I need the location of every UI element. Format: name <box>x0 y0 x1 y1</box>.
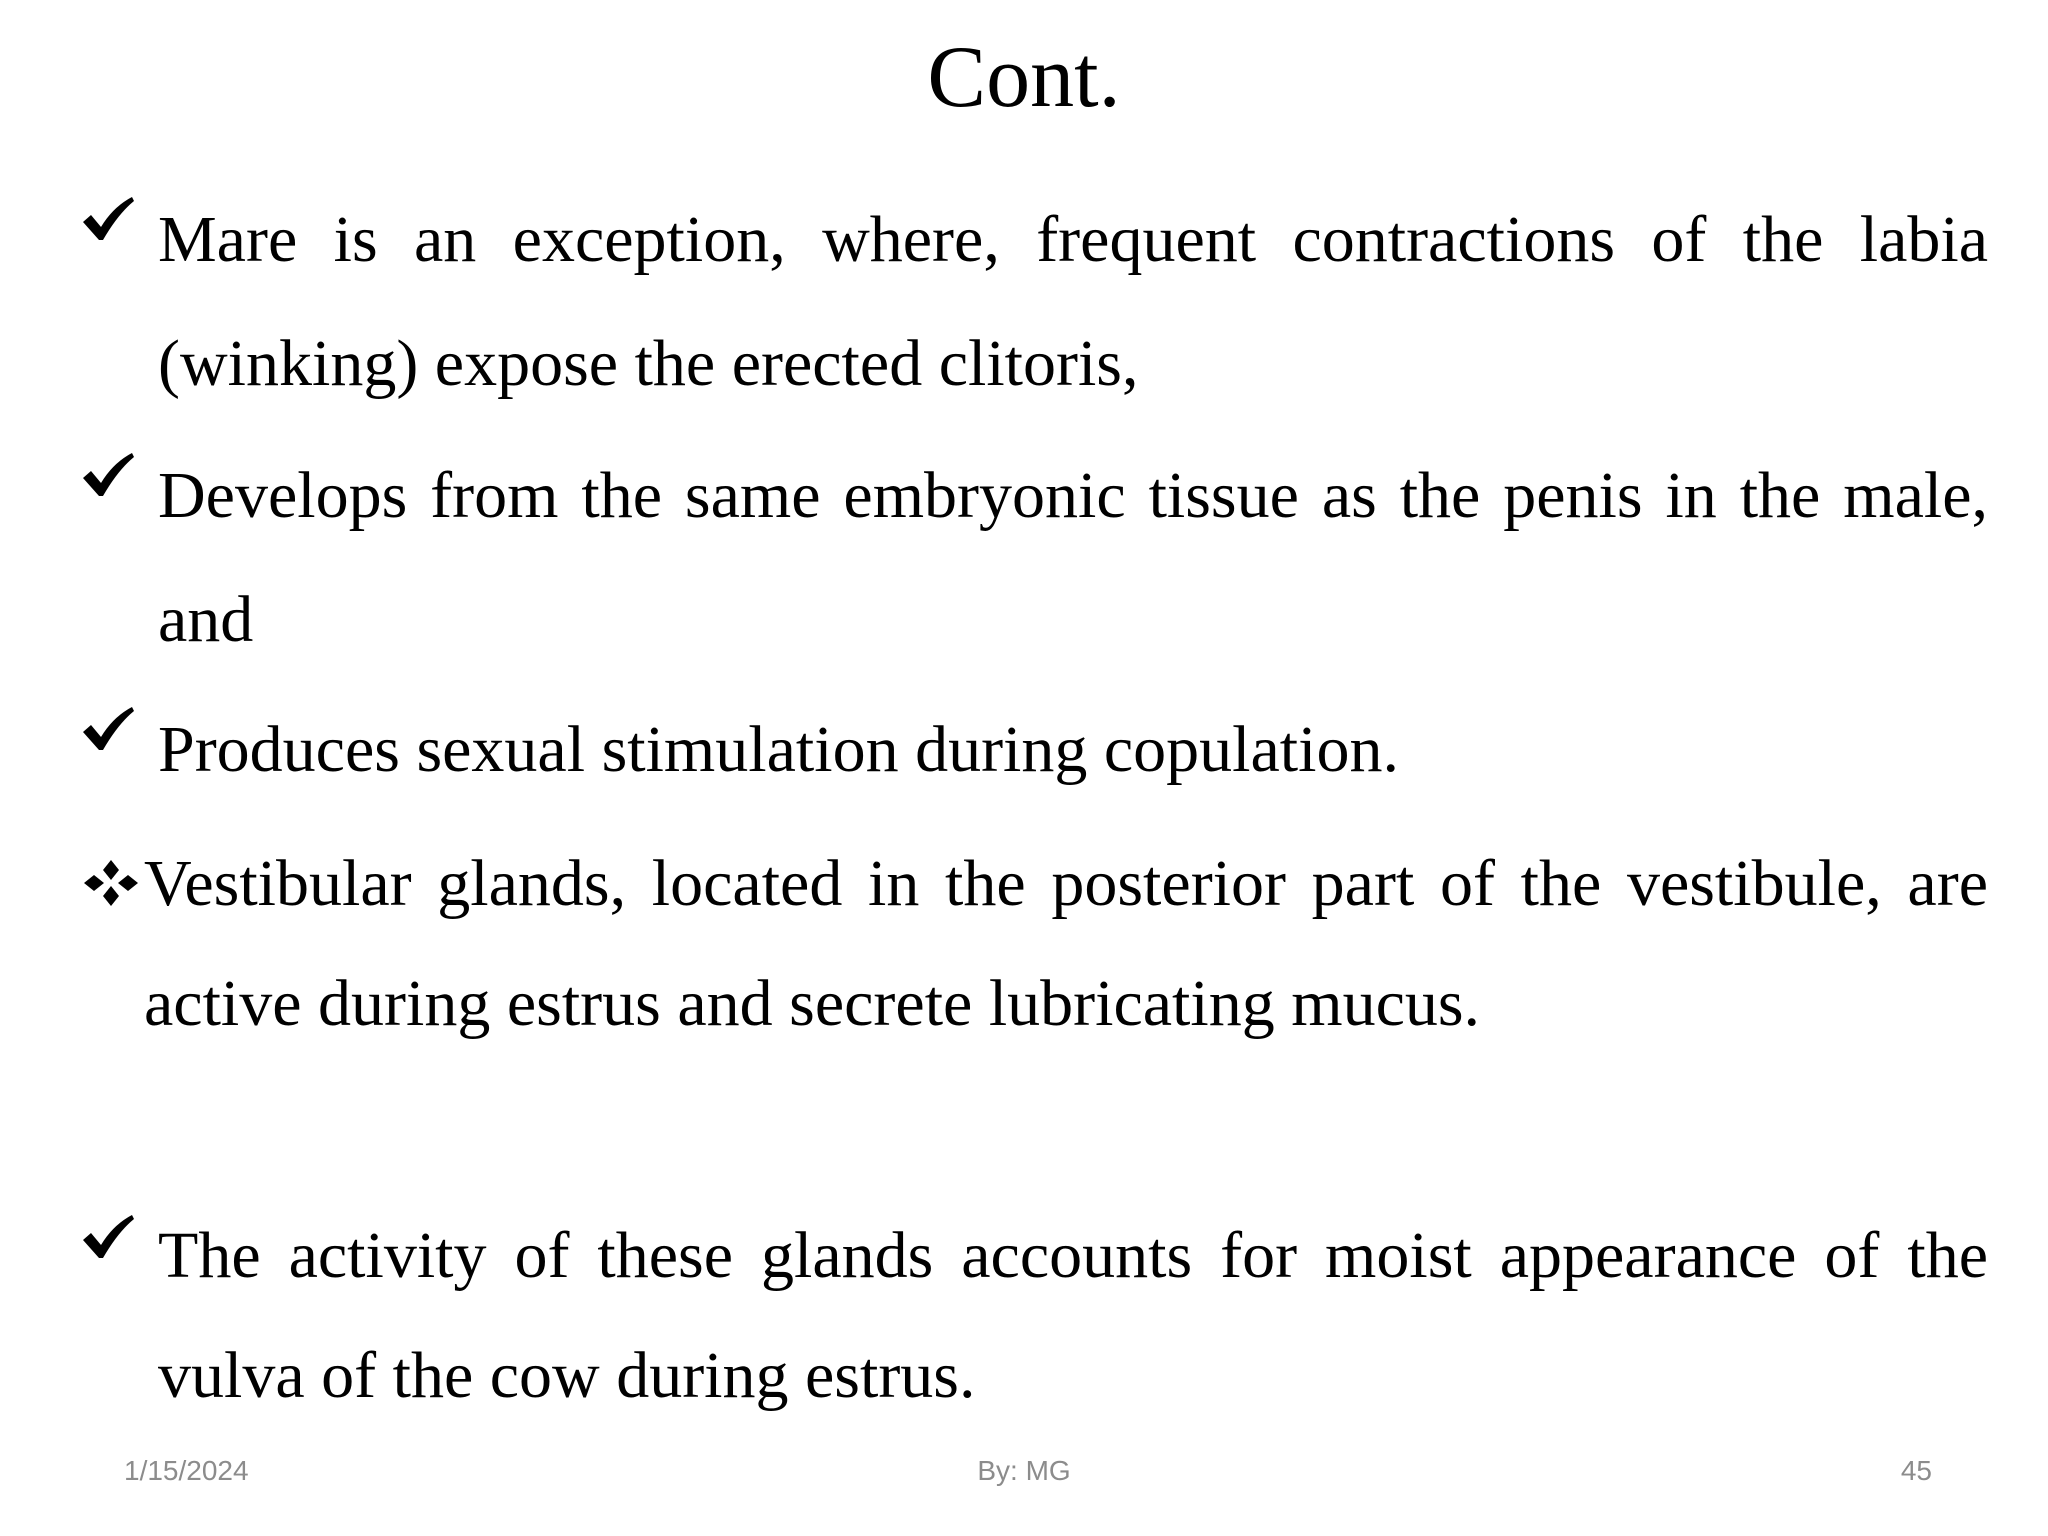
bullet-text: Mare is an exception, where, frequent contractions of the labia (winking) expose the erected clitoris, <box>158 203 1988 400</box>
footer-author: By: MG <box>977 1455 1071 1486</box>
footer-date: 1/15/2024 <box>124 1455 249 1486</box>
bullet-text: Develops from the same embryonic tissue as the penis in the male, and <box>158 459 1988 656</box>
slide-title: Cont. <box>927 29 1121 126</box>
bullet-text: Vestibular glands, located in the posterior part of the vestibule, are active during estrus and secrete lubricating mucus. <box>144 847 1988 1040</box>
diamond-cluster-icon <box>80 858 142 908</box>
check-icon <box>80 704 136 754</box>
bullet-text: Produces sexual stimulation during copulation. <box>158 713 1399 786</box>
slide-number: 45 <box>1900 1455 1932 1486</box>
check-icon <box>80 1212 136 1262</box>
check-icon <box>80 450 136 500</box>
bullet-text: The activity of these glands accounts for moist appearance of the vulva of the cow during estrus. <box>158 1219 1988 1412</box>
check-icon <box>80 194 136 244</box>
